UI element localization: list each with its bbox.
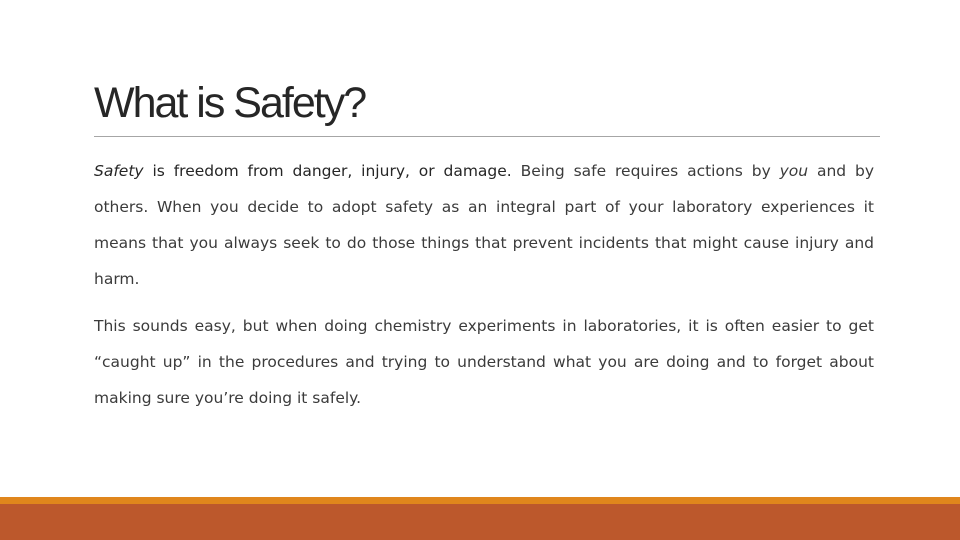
slide-title: What is Safety? <box>94 79 366 127</box>
paragraph-definition <box>94 153 874 297</box>
footer-accent-band <box>0 497 960 504</box>
slide-body <box>94 153 874 416</box>
term-safety: Safety <box>94 162 144 180</box>
emphasis-you: you <box>779 162 809 180</box>
paragraph-caution: This sounds easy, but when doing chemistry experiments in laboratories, it is often easier to get “caught up” in the procedures and trying to understand what you are doing and to forget about making sure you’re doing it safely. <box>94 317 874 407</box>
definition-phrase <box>94 162 512 180</box>
footer-band <box>0 504 960 540</box>
title-divider <box>94 136 880 137</box>
definition-rest: is freedom from danger, injury, or damage. <box>143 162 512 180</box>
paragraph1-text-b: and by others. When you decide to adopt safety as an integral part of your laboratory experiences it means that you always seek to do those things that prevent incidents that might cause injury and harm. <box>94 162 874 288</box>
paragraph1-text-a: Being safe requires actions by <box>511 162 780 180</box>
